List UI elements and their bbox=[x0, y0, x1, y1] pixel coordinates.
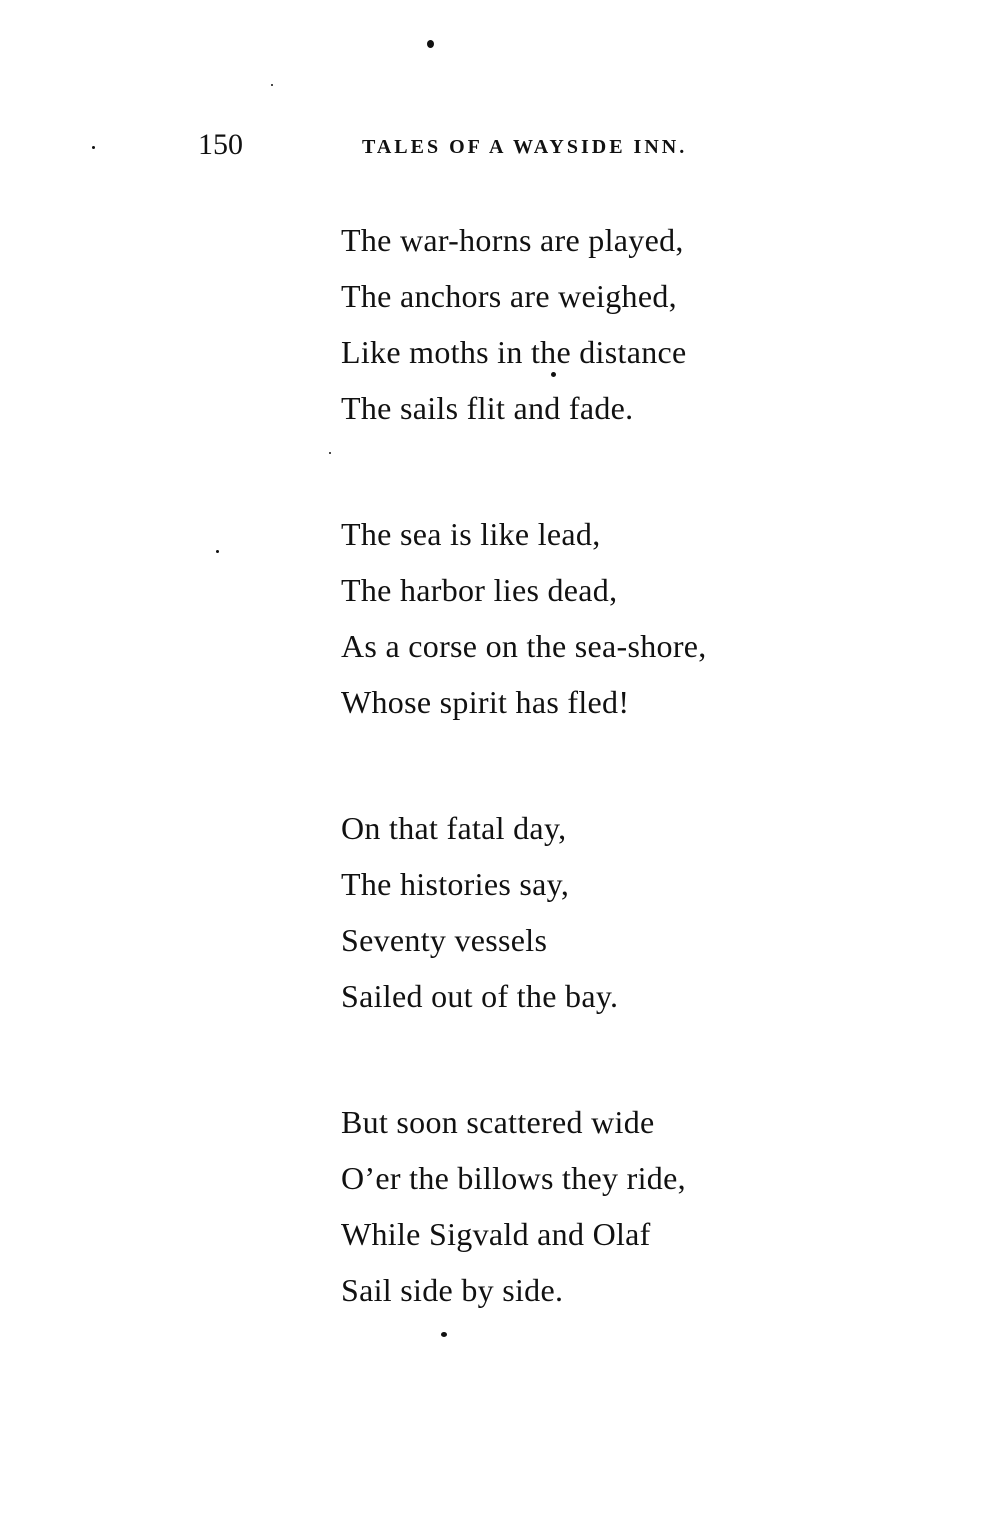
poem-line: Seventy vessels bbox=[341, 922, 548, 958]
poem-line: O’er the billows they ride, bbox=[341, 1160, 686, 1196]
poem-line: But soon scattered wide bbox=[341, 1104, 655, 1140]
stanza-1 bbox=[341, 212, 901, 436]
poem-line: While Sigvald and Olaf bbox=[341, 1216, 651, 1252]
scan-speck bbox=[329, 452, 331, 454]
page-number: 150 bbox=[198, 128, 243, 161]
scan-speck bbox=[271, 84, 273, 86]
poem-line: The sea is like lead, bbox=[341, 516, 601, 552]
poem-line: On that fatal day, bbox=[341, 810, 567, 846]
poem-line: The anchors are weighed, bbox=[341, 278, 677, 314]
poem-line: The histories say, bbox=[341, 866, 570, 902]
poem-line: The harbor lies dead, bbox=[341, 572, 618, 608]
poem-line: Sail side by side. bbox=[341, 1272, 564, 1308]
page-header bbox=[0, 127, 982, 167]
poem-line: Like moths in the distance bbox=[341, 334, 687, 370]
stanza-3 bbox=[341, 800, 901, 1024]
scan-speck bbox=[427, 40, 434, 48]
poem-line: The war-horns are played, bbox=[341, 222, 684, 258]
running-title: TALES OF A WAYSIDE INN. bbox=[362, 136, 688, 158]
poem-line: As a corse on the sea-shore, bbox=[341, 628, 707, 664]
poem-line: Whose spirit has fled! bbox=[341, 684, 630, 720]
stanza-4 bbox=[341, 1094, 901, 1318]
scan-speck bbox=[216, 550, 219, 553]
stanza-2 bbox=[341, 506, 901, 730]
poem-line: Sailed out of the bay. bbox=[341, 978, 619, 1014]
poem-line: The sails flit and fade. bbox=[341, 390, 634, 426]
poem bbox=[341, 212, 901, 1318]
scan-speck bbox=[441, 1332, 447, 1337]
